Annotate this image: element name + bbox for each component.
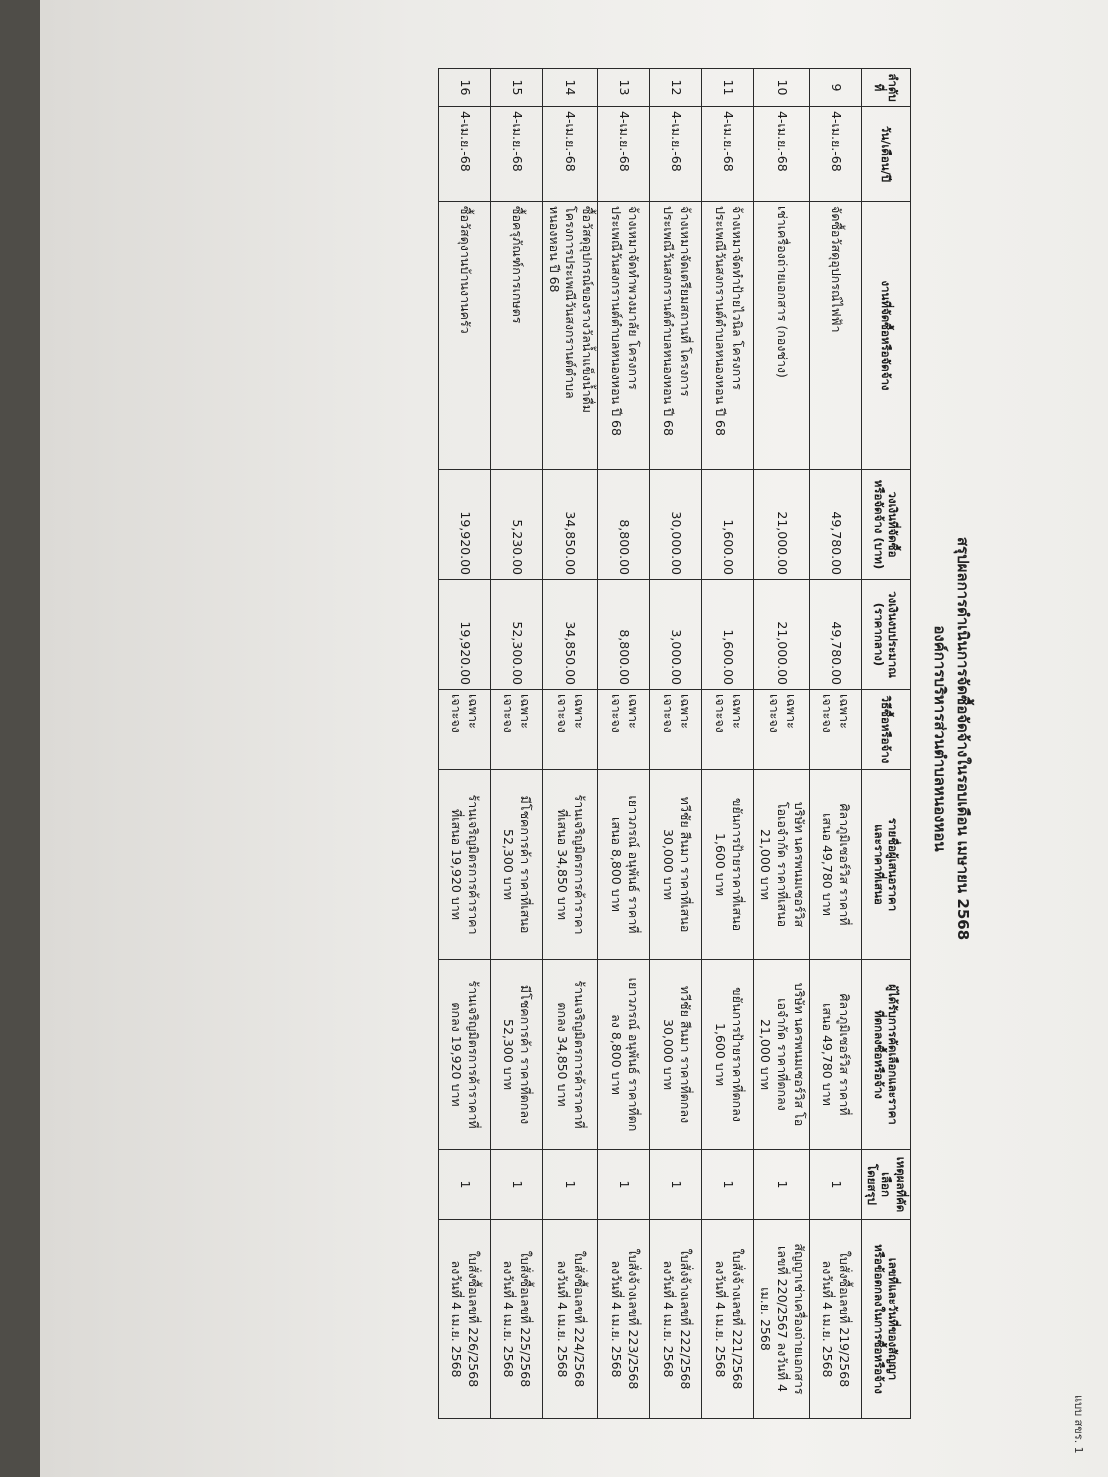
cell-method: เฉพาะเจาะจง xyxy=(810,690,862,770)
organization-name: องค์การบริหารส่วนตำบลหนองหอน xyxy=(931,625,949,852)
cell-budget: 30,000.00 xyxy=(650,470,702,580)
cell-contract xyxy=(810,1220,862,1419)
cell-line: ขยันการป้ายราคาที่ตกลง xyxy=(729,987,745,1122)
header-reason xyxy=(862,1150,911,1220)
cell-date: 4-เม.ย.-68 xyxy=(542,107,598,202)
cell-line: ตกลง 19,920 บาท xyxy=(449,1002,465,1107)
cell-line: เลขที่ 220/2567 ลงวันที่ 4 xyxy=(775,1245,791,1393)
cell-line: ลงวันที่ 4 เม.ย. 2568 xyxy=(660,1260,676,1378)
header-text: เลขที่และวันที่ของสัญญา xyxy=(886,1257,901,1381)
cell-median: 49,780.00 xyxy=(810,580,862,690)
cell-median: 52,300.00 xyxy=(490,580,542,690)
rotated-page xyxy=(40,0,1108,1477)
cell-line: ศิลาภูมิเซอร์วิส ราคาที่ xyxy=(837,803,853,926)
header-date xyxy=(862,107,911,202)
cell-median: 21,000.00 xyxy=(754,580,810,690)
cell-winner xyxy=(438,960,490,1150)
cell-item xyxy=(810,202,862,470)
table-row xyxy=(702,69,754,1419)
cell-line: ประเพณีวันสงกรานต์ตำบลหนองหอน ปี 68 xyxy=(660,206,676,436)
cell-line: ตกลง 34,850 บาท xyxy=(555,1002,571,1107)
cell-budget: 1,600.00 xyxy=(702,470,754,580)
cell-median: 1,600.00 xyxy=(702,580,754,690)
header-text: รายชื่อผู้เสนอราคา xyxy=(886,817,901,912)
cell-item xyxy=(542,202,598,470)
table-row xyxy=(438,69,490,1419)
cell-line: 21,000 บาท xyxy=(758,829,774,900)
cell-line: ซื้อวัสดุงานบ้านงานครัว xyxy=(457,206,473,334)
cell-contract xyxy=(438,1220,490,1419)
cell-line: เสนอ 8,800 บาท xyxy=(608,817,624,912)
table-row xyxy=(490,69,542,1419)
cell-line: 1,600 บาท xyxy=(712,833,728,896)
cell-line: 52,300 บาท xyxy=(501,829,517,900)
cell-median: 8,800.00 xyxy=(598,580,650,690)
cell-winner xyxy=(810,960,862,1150)
cell-date: 4-เม.ย.-68 xyxy=(598,107,650,202)
cell-line: เยาวภรณ์ อนุพันธ์ ราคาที่ตก xyxy=(625,977,641,1132)
cell-line: ร้านเจริญมิตรการค้าราคา xyxy=(466,794,482,935)
header-text: วัน/เดือน/ปี xyxy=(879,125,894,183)
cell-line: ทวีชัย สีนมา ราคาที่เสนอ xyxy=(677,796,693,933)
cell-line: 30,000 บาท xyxy=(660,1019,676,1090)
cell-date: 4-เม.ย.-68 xyxy=(702,107,754,202)
cell-line: 30,000 บาท xyxy=(660,829,676,900)
cell-line: โอเอจำกัด ราคาที่เสนอ xyxy=(775,801,791,928)
header-item xyxy=(862,202,911,470)
cell-line: ลงวันที่ 4 เม.ย. 2568 xyxy=(712,1260,728,1378)
cell-line: ศิลาภูมิเซอร์วิส ราคาที่ xyxy=(837,993,853,1116)
cell-no: 9 xyxy=(810,69,862,107)
cell-contract xyxy=(598,1220,650,1419)
cell-method: เฉพาะเจาะจง xyxy=(598,690,650,770)
cell-budget: 34,850.00 xyxy=(542,470,598,580)
cell-no: 15 xyxy=(490,69,542,107)
cell-line: เช่าเครื่องถ่ายเอกสาร (กองช่าง) xyxy=(775,206,791,378)
header-text: ที่ตกลงซื้อหรือจ้าง xyxy=(872,1010,886,1099)
cell-item xyxy=(650,202,702,470)
cell-no: 11 xyxy=(702,69,754,107)
cell-winner xyxy=(702,960,754,1150)
cell-date: 4-เม.ย.-68 xyxy=(438,107,490,202)
cell-item xyxy=(702,202,754,470)
cell-no: 14 xyxy=(542,69,598,107)
table-row xyxy=(754,69,810,1419)
cell-line: จ้างเหมาจัดทำพวงมาลัย โครงการ xyxy=(625,206,641,390)
cell-line: ลงวันที่ 4 เม.ย. 2568 xyxy=(449,1260,465,1378)
cell-winner xyxy=(650,960,702,1150)
cell-contract xyxy=(490,1220,542,1419)
cell-date: 4-เม.ย.-68 xyxy=(650,107,702,202)
cell-item xyxy=(754,202,810,470)
cell-line: จ้างเหมาจัดทำป้ายไวนิล โครงการ xyxy=(729,206,745,390)
header-text: หรือจัดจ้าง (บาท) xyxy=(872,479,886,570)
cell-line: เอจำกัด ราคาที่ตกลง xyxy=(775,998,791,1111)
cell-no: 12 xyxy=(650,69,702,107)
cell-line: หนองหอน ปี 68 xyxy=(546,206,562,293)
cell-line: เสนอ 49,780 บาท xyxy=(820,1003,836,1106)
cell-line: ร้านเจริญมิตรการค้าราคา xyxy=(571,794,587,935)
cell-line: ประเพณีวันสงกรานต์ตำบลหนองหอน ปี 68 xyxy=(712,206,728,436)
document-title: สรุปผลการดำเนินการจัดซื้อจัดจ้างในรอบเดือน เมษายน 2568 xyxy=(954,536,972,941)
cell-line: โครงการประเพณีวันสงกรานต์ตำบล xyxy=(563,206,579,399)
cell-no: 10 xyxy=(754,69,810,107)
cell-method: เฉพาะเจาะจง xyxy=(490,690,542,770)
cell-winner xyxy=(754,960,810,1150)
cell-method: เฉพาะเจาะจง xyxy=(650,690,702,770)
cell-reason: 1 xyxy=(598,1150,650,1220)
cell-contract xyxy=(542,1220,598,1419)
cell-contract xyxy=(702,1220,754,1419)
cell-bidders xyxy=(810,770,862,960)
cell-winner xyxy=(490,960,542,1150)
header-method xyxy=(862,690,911,770)
cell-reason: 1 xyxy=(754,1150,810,1220)
cell-line: ลงวันที่ 4 เม.ย. 2568 xyxy=(608,1260,624,1378)
cell-line: ลงวันที่ 4 เม.ย. 2568 xyxy=(501,1260,517,1378)
table-row xyxy=(542,69,598,1419)
cell-line: ใบสั่งจ้างเลขที่ 223/2568 xyxy=(625,1248,641,1390)
cell-date: 4-เม.ย.-68 xyxy=(810,107,862,202)
cell-winner xyxy=(598,960,650,1150)
cell-line: ใบสั่งซื้อเลขที่ 225/2568 xyxy=(518,1250,534,1388)
header-median xyxy=(862,580,911,690)
cell-item xyxy=(598,202,650,470)
cell-line: มีโชคการค้า ราคาที่เสนอ xyxy=(518,795,534,934)
cell-line: 52,300 บาท xyxy=(501,1019,517,1090)
cell-line: ใบสั่งซื้อเลขที่ 226/2568 xyxy=(466,1250,482,1388)
cell-line: ทวีชัย สีนมา ราคาที่ตกลง xyxy=(677,985,693,1124)
header-no xyxy=(862,69,911,107)
cell-reason: 1 xyxy=(490,1150,542,1220)
cell-budget: 5,230.00 xyxy=(490,470,542,580)
cell-line: ใบสั่งซื้อเลขที่ 219/2568 xyxy=(837,1250,853,1388)
cell-method: เฉพาะเจาะจง xyxy=(702,690,754,770)
cell-line: สัญญาเช่าเครื่องถ่ายเอกสาร xyxy=(792,1243,807,1395)
header-text: งานที่จัดซื้อหรือจัดจ้าง xyxy=(879,280,894,391)
header-text: วงเงินที่จัดซื้อ xyxy=(886,491,901,558)
cell-line: เสนอ 49,780 บาท xyxy=(820,813,836,916)
cell-line: ใบสั่งจ้างเลขที่ 222/2568 xyxy=(677,1248,693,1390)
cell-item xyxy=(438,202,490,470)
cell-budget: 8,800.00 xyxy=(598,470,650,580)
cell-line: ซื้อวัสดุอุปกรณ์ของรางวัลน้ำแข็งน้ำดื่ม xyxy=(580,206,596,413)
cell-date: 4-เม.ย.-68 xyxy=(490,107,542,202)
header-text: วงเงินงบประมาณ xyxy=(886,591,901,678)
cell-no: 13 xyxy=(598,69,650,107)
cell-line: ใบสั่งซื้อเลขที่ 224/2568 xyxy=(571,1250,587,1388)
cell-budget: 49,780.00 xyxy=(810,470,862,580)
header-text: ลำดับ xyxy=(886,73,901,102)
cell-no: 16 xyxy=(438,69,490,107)
header-text: ผู้ได้รับการคัดเลือกและราคา xyxy=(886,984,901,1125)
cell-median: 19,920.00 xyxy=(438,580,490,690)
cell-line: จัดซื้อวัสดุอุปกรณ์ไฟฟ้า xyxy=(828,206,844,333)
table-body xyxy=(438,69,861,1419)
cell-date: 4-เม.ย.-68 xyxy=(754,107,810,202)
table-row xyxy=(598,69,650,1419)
header-winner xyxy=(862,960,911,1150)
header-text: โดยสรุป xyxy=(864,1164,879,1205)
cell-method: เฉพาะเจาะจง xyxy=(754,690,810,770)
header-text: (ราคากลาง) xyxy=(872,602,886,667)
table-header-row xyxy=(862,69,911,1419)
cell-reason: 1 xyxy=(810,1150,862,1220)
header-contract xyxy=(862,1220,911,1419)
cell-winner xyxy=(542,960,598,1150)
cell-line: บริษัท นครพนมเซอร์วิส โอ xyxy=(792,982,807,1127)
cell-line: มีโชคการค้า ราคาที่ตกลง xyxy=(518,984,534,1125)
cell-contract xyxy=(650,1220,702,1419)
cell-bidders xyxy=(702,770,754,960)
cell-line: ลงวันที่ 4 เม.ย. 2568 xyxy=(820,1260,836,1378)
header-budget xyxy=(862,470,911,580)
cell-line: ใบสั่งจ้างเลขที่ 221/2568 xyxy=(729,1248,745,1390)
header-text: หรือข้อตกลงในการซื้อหรือจ้าง xyxy=(872,1244,886,1394)
table-row xyxy=(650,69,702,1419)
cell-line: ประเพณีวันสงกรานต์ตำบลหนองหอน ปี 68 xyxy=(608,206,624,436)
cell-line: ลง 8,800 บาท xyxy=(608,1014,624,1095)
cell-reason: 1 xyxy=(542,1150,598,1220)
cell-contract xyxy=(754,1220,810,1419)
cell-median: 3,000.00 xyxy=(650,580,702,690)
cell-line: ขยันการป้ายราคาที่เสนอ xyxy=(729,797,745,932)
cell-line: ซื้อครุภัณฑ์การเกษตร xyxy=(509,206,525,324)
cell-line: เยาวภรณ์ อนุพันธ์ ราคาที่ xyxy=(625,795,641,934)
cell-line: ที่เสนอ 34,850 บาท xyxy=(555,808,571,921)
cell-line: เม.ย. 2568 xyxy=(758,1287,774,1351)
cell-bidders xyxy=(542,770,598,960)
cell-budget: 21,000.00 xyxy=(754,470,810,580)
header-text: วิธีซื้อหรือจ้าง xyxy=(879,695,894,764)
header-text: เหตุผลที่คัดเลือก xyxy=(879,1156,908,1213)
header-bidders xyxy=(862,770,911,960)
cell-line: ร้านเจริญมิตรการค้าราคาที่ xyxy=(571,980,587,1129)
cell-line: ที่เสนอ 19,920 บาท xyxy=(449,808,465,921)
cell-line: ลงวันที่ 4 เม.ย. 2568 xyxy=(555,1260,571,1378)
document-photo xyxy=(40,0,1108,1477)
cell-reason: 1 xyxy=(438,1150,490,1220)
cell-method: เฉพาะเจาะจง xyxy=(438,690,490,770)
cell-budget: 19,920.00 xyxy=(438,470,490,580)
cell-bidders xyxy=(650,770,702,960)
cell-method: เฉพาะเจาะจง xyxy=(542,690,598,770)
cell-line: ร้านเจริญมิตรการค้าราคาที่ xyxy=(466,980,482,1129)
cell-median: 34,850.00 xyxy=(542,580,598,690)
cell-bidders xyxy=(438,770,490,960)
cell-line: 21,000 บาท xyxy=(758,1019,774,1090)
table-row xyxy=(810,69,862,1419)
cell-bidders xyxy=(598,770,650,960)
cell-reason: 1 xyxy=(702,1150,754,1220)
cell-line: 1,600 บาท xyxy=(712,1023,728,1086)
form-id: แบบ สขร. 1 xyxy=(1072,1395,1085,1454)
cell-bidders xyxy=(754,770,810,960)
cell-item xyxy=(490,202,542,470)
cell-line: บริษัท นครพนมเซอร์วิส xyxy=(792,801,807,928)
header-text: และราคาที่เสนอ xyxy=(872,824,886,905)
header-text: ที่ xyxy=(872,83,886,92)
procurement-table xyxy=(438,68,911,1419)
cell-bidders xyxy=(490,770,542,960)
cell-line: จ้างเหมาจัดเตรียมสถานที่ โครงการ xyxy=(677,206,693,397)
cell-reason: 1 xyxy=(650,1150,702,1220)
